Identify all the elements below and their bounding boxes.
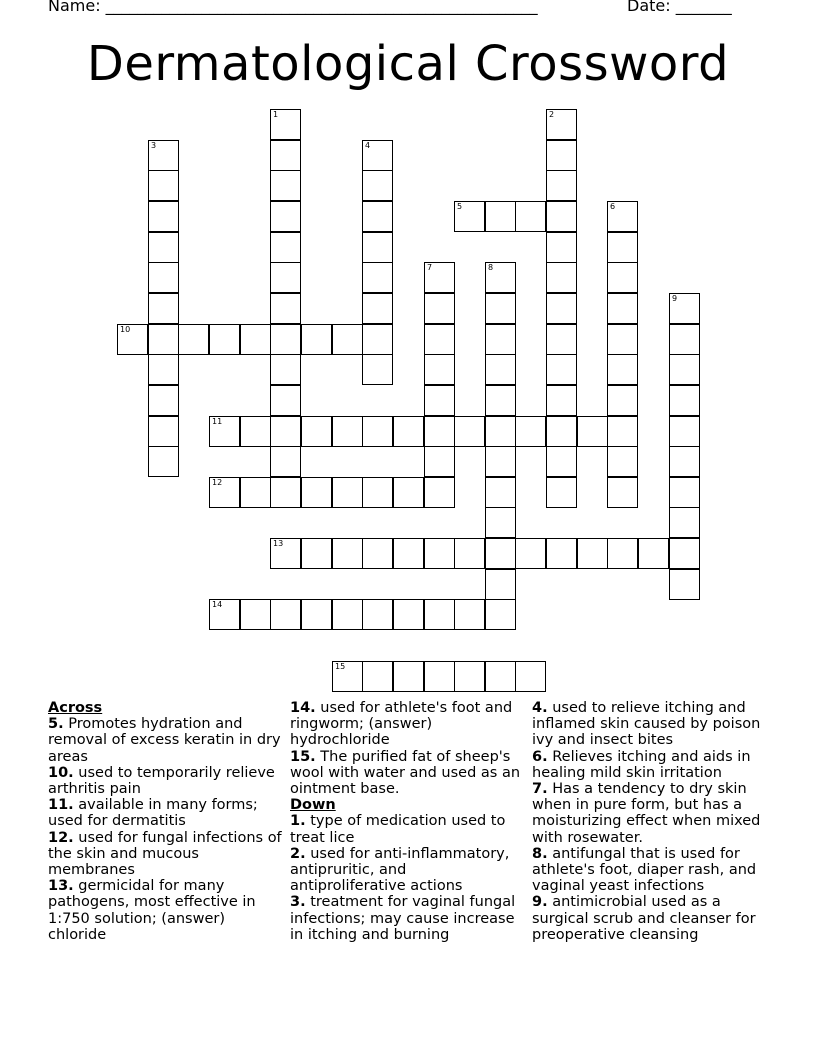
grid-cell[interactable] [515,661,546,692]
grid-cell[interactable] [362,416,393,447]
clue-number: 15 [335,662,346,671]
grid-cell[interactable] [270,477,301,508]
grid-cell[interactable] [270,232,301,263]
grid-cell[interactable] [485,599,516,630]
grid-cell[interactable] [424,293,455,324]
grid-cell[interactable] [270,385,301,416]
grid-cell[interactable] [362,324,393,355]
grid-cell[interactable] [669,293,700,324]
grid-cell[interactable] [546,201,577,232]
grid-cell[interactable] [424,599,455,630]
grid-cell[interactable] [546,354,577,385]
grid-cell[interactable] [424,446,455,477]
clue-number: 8 [488,263,494,272]
grid-cell[interactable] [607,354,638,385]
clue-column-2 [290,700,526,943]
clue-number: 4 [365,141,371,150]
grid-cell[interactable] [240,324,271,355]
grid-cell[interactable] [607,538,638,569]
grid-cell[interactable] [301,324,332,355]
grid-cell[interactable] [240,599,271,630]
grid-cell[interactable] [454,416,485,447]
date-field-line: Date: _______ [627,0,732,15]
grid-cell[interactable] [546,446,577,477]
grid-cell[interactable] [669,416,700,447]
clue-across-15: 15. The purified fat of sheep's wool with water and used as an ointment base. [290,748,521,798]
grid-cell[interactable] [362,232,393,263]
grid-cell[interactable] [362,354,393,385]
grid-cell[interactable] [546,416,577,447]
clue-column-3 [532,700,768,943]
grid-cell[interactable] [577,416,608,447]
grid-cell[interactable] [362,140,393,171]
grid-cell[interactable] [301,538,332,569]
grid-cell[interactable] [393,416,424,447]
clue-number: 7 [427,263,433,272]
grid-cell[interactable] [607,201,638,232]
grid-cell[interactable] [669,354,700,385]
grid-cell[interactable] [393,599,424,630]
grid-cell[interactable] [515,416,546,447]
grid-cell[interactable] [393,538,424,569]
grid-cell[interactable] [148,324,179,355]
grid-cell[interactable] [301,477,332,508]
grid-cell[interactable] [515,201,546,232]
grid-cell[interactable] [148,293,179,324]
grid-cell[interactable] [148,201,179,232]
grid-cell[interactable] [424,324,455,355]
clue-number: 13 [273,539,284,548]
grid-cell[interactable] [546,170,577,201]
clue-down-4: 4. used to relieve itching and inflamed skin caused by poison ivy and insect bites [532,700,761,749]
across-heading: Across [48,700,103,716]
grid-cell[interactable] [669,446,700,477]
clue-down-6: 6. Relieves itching and aids in healing mild skin irritation [532,748,751,781]
grid-cell[interactable] [669,324,700,355]
grid-cell[interactable] [117,324,148,355]
grid-cell[interactable] [209,416,240,447]
grid-cell[interactable] [607,262,638,293]
grid-cell[interactable] [240,416,271,447]
grid-cell[interactable] [485,507,516,538]
clue-number: 9 [672,294,678,303]
clue-number: 2 [549,110,555,119]
grid-cell[interactable] [209,599,240,630]
grid-cell[interactable] [577,538,608,569]
grid-cell[interactable] [270,109,301,140]
grid-cell[interactable] [607,385,638,416]
grid-cell[interactable] [669,569,700,600]
clue-down-8: 8. antifungal that is used for athlete's foot, diaper rash, and vaginal yeast infections [532,845,757,895]
clue-across-13: 13. germicidal for many pathogens, most effective in 1:750 solution; (answer) chloride [48,878,256,943]
grid-cell[interactable] [148,170,179,201]
grid-cell[interactable] [607,477,638,508]
grid-cell[interactable] [424,477,455,508]
clue-down-1: 1. type of medication used to treat lice [290,813,506,846]
grid-cell[interactable] [485,477,516,508]
grid-cell[interactable] [607,324,638,355]
grid-cell[interactable] [270,140,301,171]
grid-cell[interactable] [454,599,485,630]
grid-cell[interactable] [270,354,301,385]
grid-cell[interactable] [362,262,393,293]
grid-cell[interactable] [607,232,638,263]
clue-number: 3 [151,141,157,150]
grid-cell[interactable] [362,201,393,232]
grid-cell[interactable] [332,538,363,569]
grid-cell[interactable] [270,293,301,324]
grid-cell[interactable] [485,661,516,692]
clue-number: 14 [212,600,223,609]
clue-number: 11 [212,417,223,426]
grid-cell[interactable] [240,477,271,508]
grid-cell[interactable] [301,599,332,630]
grid-cell[interactable] [270,446,301,477]
clue-number: 1 [273,110,279,119]
grid-cell[interactable] [546,538,577,569]
grid-cell[interactable] [148,262,179,293]
grid-cell[interactable] [669,507,700,538]
grid-cell[interactable] [270,324,301,355]
grid-cell[interactable] [332,661,363,692]
grid-cell[interactable] [546,324,577,355]
grid-cell[interactable] [485,569,516,600]
grid-cell[interactable] [148,232,179,263]
grid-cell[interactable] [393,661,424,692]
grid-cell[interactable] [270,201,301,232]
grid-cell[interactable] [270,262,301,293]
grid-cell[interactable] [362,477,393,508]
grid-cell[interactable] [669,477,700,508]
grid-cell[interactable] [515,538,546,569]
grid-cell[interactable] [546,140,577,171]
grid-cell[interactable] [485,354,516,385]
clue-down-9: 9. antimicrobial used as a surgical scrub and cleanser for preoperative cleansing [532,894,756,943]
grid-cell[interactable] [485,416,516,447]
clue-across-12: 12. used for fungal infections of the skin and mucous membranes [48,829,282,879]
grid-cell[interactable] [362,599,393,630]
clue-down-3: 3. treatment for vaginal fungal infections; may cause increase in itching and burning [290,894,516,943]
grid-cell[interactable] [638,538,669,569]
grid-cell[interactable] [485,446,516,477]
grid-cell[interactable] [546,109,577,140]
grid-cell[interactable] [424,416,455,447]
grid-cell[interactable] [454,661,485,692]
grid-cell[interactable] [270,599,301,630]
grid-cell[interactable] [332,416,363,447]
grid-cell[interactable] [607,293,638,324]
clue-across-10: 10. used to temporarily relieve arthritis pain [48,764,275,798]
clue-across-5: 5. Promotes hydration and removal of excess keratin in dry areas [48,716,281,765]
grid-cell[interactable] [607,446,638,477]
grid-cell[interactable] [546,232,577,263]
grid-cell[interactable] [424,262,455,293]
grid-cell[interactable] [362,170,393,201]
clue-number: 5 [457,202,463,211]
grid-cell[interactable] [270,538,301,569]
clue-across-11: 11. available in many forms; used for dermatitis [48,797,258,830]
grid-cell[interactable] [148,416,179,447]
clue-down-7: 7. Has a tendency to dry skin when in pure form, but has a moisturizing effect when mixed with rosewater. [532,781,761,846]
name-field-line: Name: ______________________________________________________ [48,0,538,15]
down-heading: Down [290,797,336,814]
grid-cell[interactable] [454,538,485,569]
clue-number: 10 [120,325,131,334]
grid-cell[interactable] [546,477,577,508]
grid-cell[interactable] [209,324,240,355]
grid-cell[interactable] [669,538,700,569]
grid-cell[interactable] [301,416,332,447]
grid-cell[interactable] [209,477,240,508]
clue-across-14: 14. used for athlete's foot and ringworm; (answer) hydrochloride [290,700,513,749]
grid-cell[interactable] [485,293,516,324]
grid-cell[interactable] [148,354,179,385]
grid-cell[interactable] [332,477,363,508]
clue-number: 12 [212,478,223,487]
grid-cell[interactable] [669,385,700,416]
page-title: Dermatological Crossword [86,36,730,92]
grid-cell[interactable] [362,538,393,569]
grid-cell[interactable] [546,262,577,293]
grid-cell[interactable] [332,599,363,630]
grid-cell[interactable] [424,661,455,692]
grid-cell[interactable] [485,385,516,416]
grid-cell[interactable] [485,538,516,569]
grid-cell[interactable] [607,416,638,447]
grid-cell[interactable] [424,385,455,416]
grid-cell[interactable] [332,324,363,355]
grid-cell[interactable] [485,201,516,232]
grid-cell[interactable] [362,293,393,324]
grid-cell[interactable] [454,201,485,232]
clue-down-2: 2. used for anti-inflammatory, antipruritic, and antiproliferative actions [290,845,510,895]
grid-cell[interactable] [362,661,393,692]
grid-cell[interactable] [424,354,455,385]
grid-cell[interactable] [393,477,424,508]
grid-cell[interactable] [546,293,577,324]
grid-cell[interactable] [148,446,179,477]
clue-column-1 [48,700,284,943]
grid-cell[interactable] [178,324,209,355]
clue-number: 6 [610,202,616,211]
grid-cell[interactable] [148,140,179,171]
grid-cell[interactable] [424,538,455,569]
grid-cell[interactable] [270,170,301,201]
grid-cell[interactable] [546,385,577,416]
grid-cell[interactable] [148,385,179,416]
grid-cell[interactable] [485,262,516,293]
grid-cell[interactable] [270,416,301,447]
grid-cell[interactable] [485,324,516,355]
